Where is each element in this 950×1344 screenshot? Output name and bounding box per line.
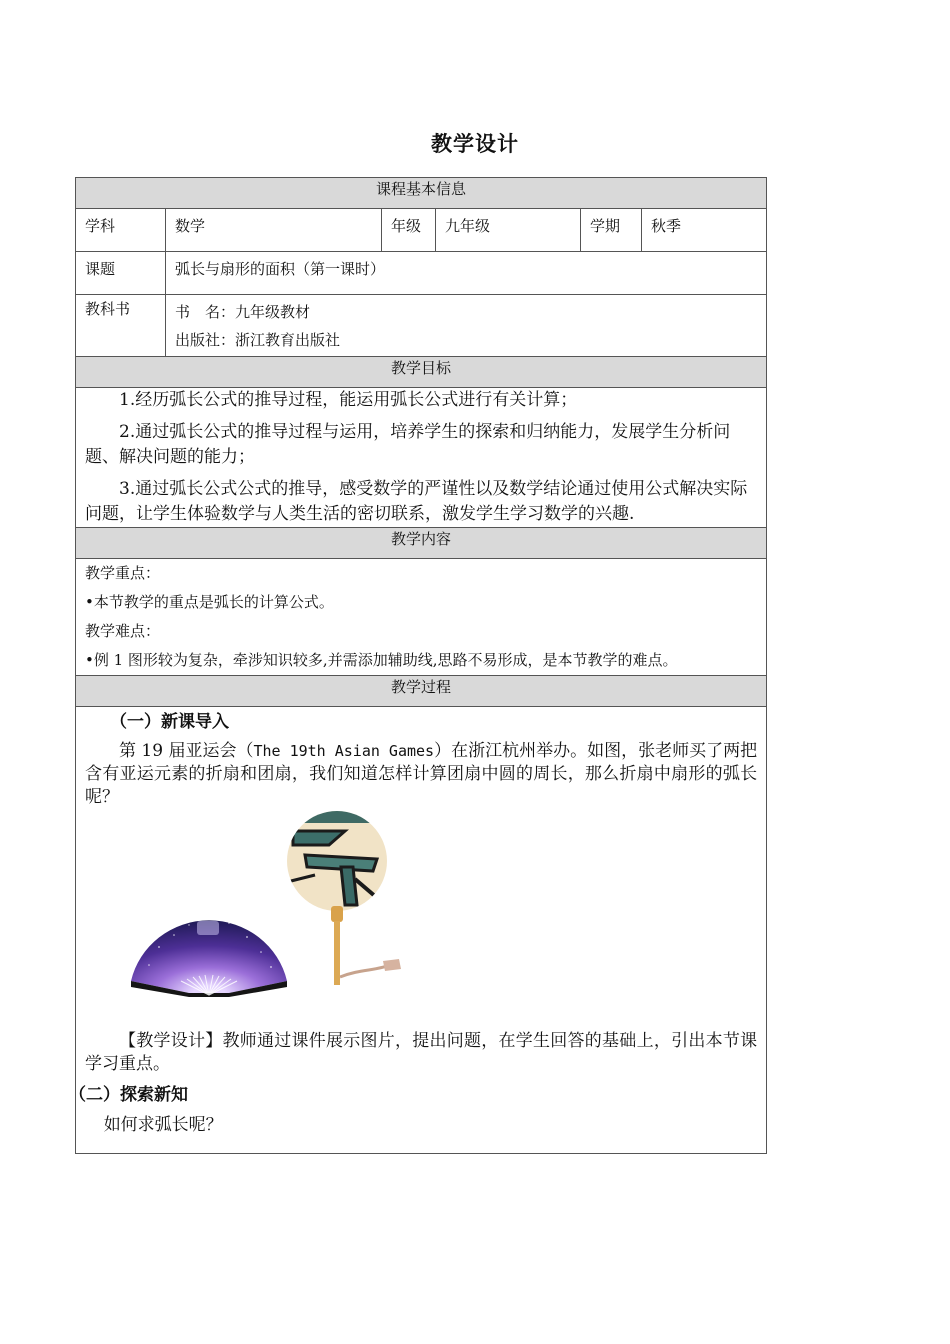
part2-title: （二）探索新知 [69, 1085, 188, 1105]
objectives-row [76, 388, 767, 528]
question-text: 如何求弧长呢？ [103, 1115, 223, 1135]
objective-item: 2.通过弧长公式的推导过程与运用，培养学生的探索和归纳能力，发展学生分析问题、解决问题的能力； [85, 422, 731, 467]
intro-english: The 19th Asian Games [253, 742, 435, 760]
publisher: 出版社：浙江教育出版社 [175, 331, 341, 349]
basic-info-header: 课程基本信息 [76, 178, 767, 209]
content-cell [76, 559, 767, 676]
objectives-cell [76, 388, 767, 528]
folding-fan-image [129, 907, 289, 997]
intro-text-b: ）在浙江杭州举办。如图，张老师买了两把含有亚运元素的折扇和团扇，我们知道怎样计算团扇中圆的周长，那么折扇中扇形的弧长呢？ [85, 741, 758, 807]
grade-value: 九年级 [436, 209, 581, 252]
objective-item: 3.通过弧长公式公式的推导，感受数学的严谨性以及数学结论通过使用公式解决实际问题，让学生体验数学与人类生活的密切联系，激发学生学习数学的兴趣. [85, 479, 748, 524]
textbook-row [76, 295, 767, 357]
term-label: 学期 [581, 209, 642, 252]
difficulty-point: •例 1 图形较为复杂，牵涉知识较多,并需添加辅助线,思路不易形成，是本节教学的难点。 [85, 651, 678, 669]
process-header-row [76, 676, 767, 707]
content-header-row [76, 528, 767, 559]
key-label: 教学重点： [85, 564, 161, 582]
page-title: 教学设计 [431, 131, 519, 156]
term-value: 秋季 [642, 209, 767, 252]
fans-figure [85, 809, 757, 1027]
subject-row [76, 209, 767, 252]
basic-info-header-row [76, 178, 767, 209]
subject-value: 数学 [166, 209, 382, 252]
intro-text-a: 第 19 届亚运会（ [119, 741, 254, 761]
grade-label: 年级 [382, 209, 436, 252]
subject-label: 学科 [76, 209, 166, 252]
content-row [76, 559, 767, 676]
content-header: 教学内容 [76, 528, 767, 559]
process-row [76, 707, 767, 1154]
lesson-plan-table [69, 177, 767, 1154]
round-fan-image [285, 809, 425, 989]
difficulty-label: 教学难点： [85, 622, 161, 640]
objective-item: 1.经历弧长公式的推导过程，能运用弧长公式进行有关计算； [119, 390, 578, 410]
textbook-info [166, 295, 767, 357]
topic-row [76, 252, 767, 295]
process-cell [69, 707, 767, 1154]
book-name: 书 名：九年级教材 [175, 303, 311, 321]
intro-paragraph [85, 740, 757, 809]
objectives-header: 教学目标 [76, 357, 767, 388]
part1-title: （一）新课导入 [110, 712, 229, 732]
objectives-header-row [76, 357, 767, 388]
textbook-label: 教科书 [76, 295, 166, 357]
process-header: 教学过程 [76, 676, 767, 707]
key-point: •本节教学的重点是弧长的计算公式。 [85, 593, 334, 611]
design-note: 【教学设计】教师通过课件展示图片，提出问题，在学生回答的基础上，引出本节课学习重点。 [85, 1031, 758, 1074]
topic-label: 课题 [76, 252, 166, 295]
topic-value: 弧长与扇形的面积（第一课时） [166, 252, 767, 295]
